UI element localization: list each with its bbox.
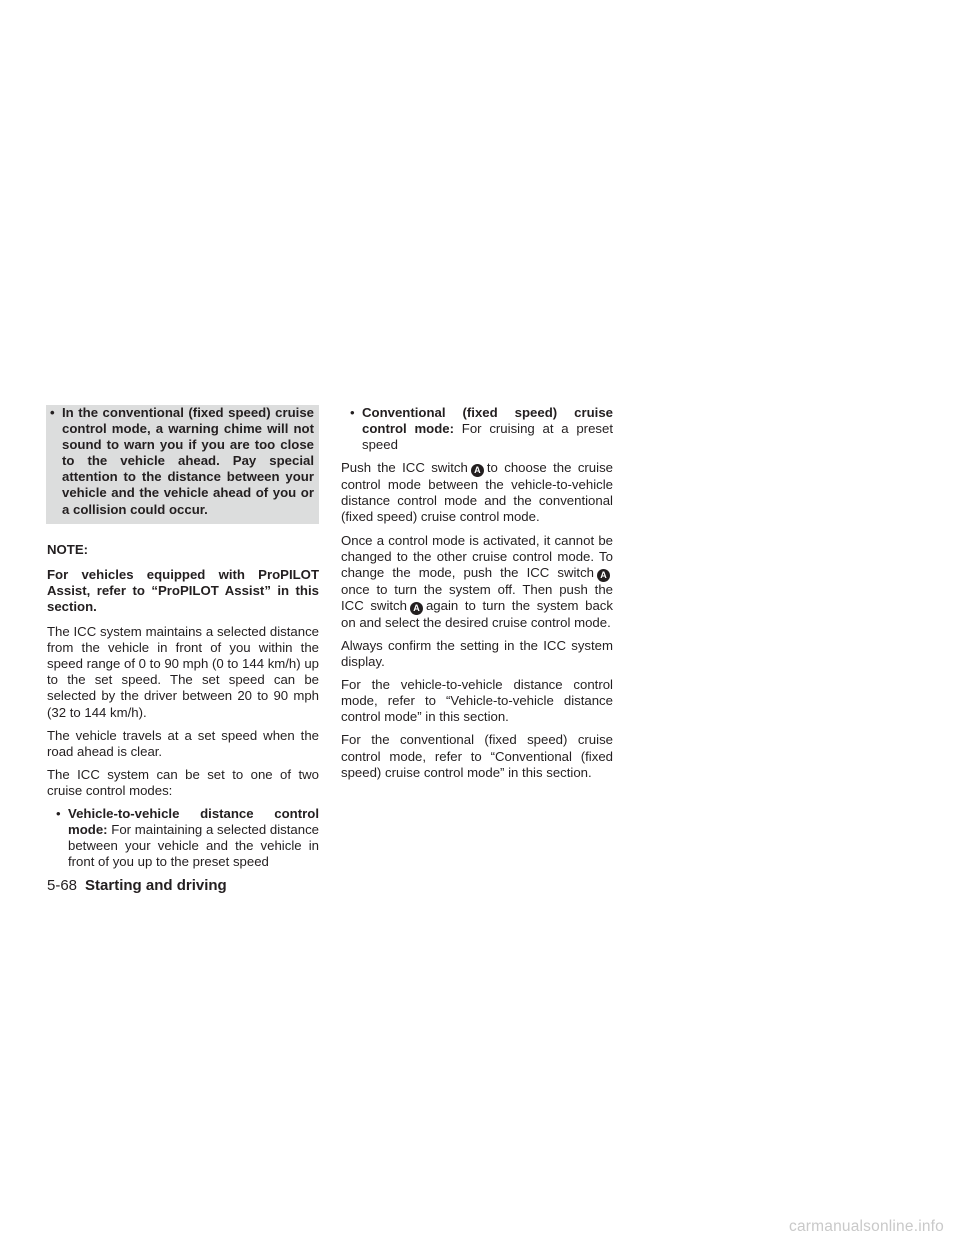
mode-body	[68, 806, 319, 870]
mode-title: Vehicle-to-vehicle distance control mode:	[68, 805, 319, 838]
bullet-dot: •	[50, 405, 55, 420]
switch-a-icon: A	[597, 569, 610, 582]
page-number: 5-68	[47, 877, 78, 894]
bullet-dot: •	[350, 405, 355, 420]
paragraph: The ICC system maintains a selected distance from the vehicle in front of you within the speed range of 0 to 90 mph (0 to 144 km/h) up to the set speed. The set speed can be selected by the driver between 20 to 90 mph (32 to 144 km/h).	[47, 624, 319, 720]
note-text: For vehicles equipped with ProPILOT Assist, refer to “ProPILOT Assist” in this section.	[47, 566, 319, 614]
mode-text: For cruising at a preset speed	[362, 421, 613, 453]
paragraph	[341, 460, 613, 525]
paragraph: The ICC system can be set to one of two cruise control modes:	[47, 766, 319, 798]
paragraph: For the vehicle-to-vehicle distance control mode, refer to “Vehicle-to-vehicle distance control mode” in this section.	[341, 677, 613, 725]
switch-a-icon: A	[471, 464, 484, 477]
text-run: Push the ICC switch	[341, 460, 468, 476]
mode-title: Conventional (fixed speed) cruise control mode:	[362, 405, 613, 437]
text-run: Once a control mode is activated, it cannot be changed to the other cruise control mode. To change the mode, push the ICC switch	[341, 532, 613, 580]
warning-text: In the conventional (fixed speed) cruise control mode, a warning chime will not sound to warn you if you are too close to the vehicle ahead. Pay special attention to the distance between your vehicle and the vehicle ahead of you or a collision could occur.	[62, 405, 314, 517]
text-run: to choose the cruise control mode between the vehicle-to-vehicle distance control mode and the conventional (fixed speed) cruise control mode.	[341, 460, 614, 525]
paragraph: For the conventional (fixed speed) cruise control mode, refer to “Conventional (fixed speed) cruise control mode” in this section.	[341, 732, 613, 780]
paragraph: The vehicle travels at a set speed when the road ahead is clear.	[47, 727, 319, 759]
section-title: Starting and driving	[85, 877, 227, 894]
right-column	[341, 405, 613, 781]
mode-body	[362, 405, 613, 453]
text-run: once to turn the system off. Then push the ICC switch	[341, 581, 613, 613]
page-footer	[47, 877, 227, 895]
watermark: carmanualsonline.info	[789, 1218, 944, 1235]
mode-text: For maintaining a selected distance between your vehicle and the vehicle in front of you up to the preset speed	[68, 822, 319, 870]
warning-item	[50, 405, 314, 518]
paragraph: Always confirm the setting in the ICC system display.	[341, 637, 613, 670]
warning-box	[46, 405, 319, 524]
mode-item	[341, 405, 613, 453]
paragraph	[341, 533, 613, 631]
bullet-dot: •	[56, 805, 61, 821]
mode-item	[47, 806, 319, 870]
note-heading: NOTE:	[47, 541, 89, 557]
text-run: again to turn the system back on and select the desired cruise control mode.	[341, 597, 613, 630]
left-column	[47, 405, 319, 870]
switch-a-icon: A	[410, 602, 423, 615]
